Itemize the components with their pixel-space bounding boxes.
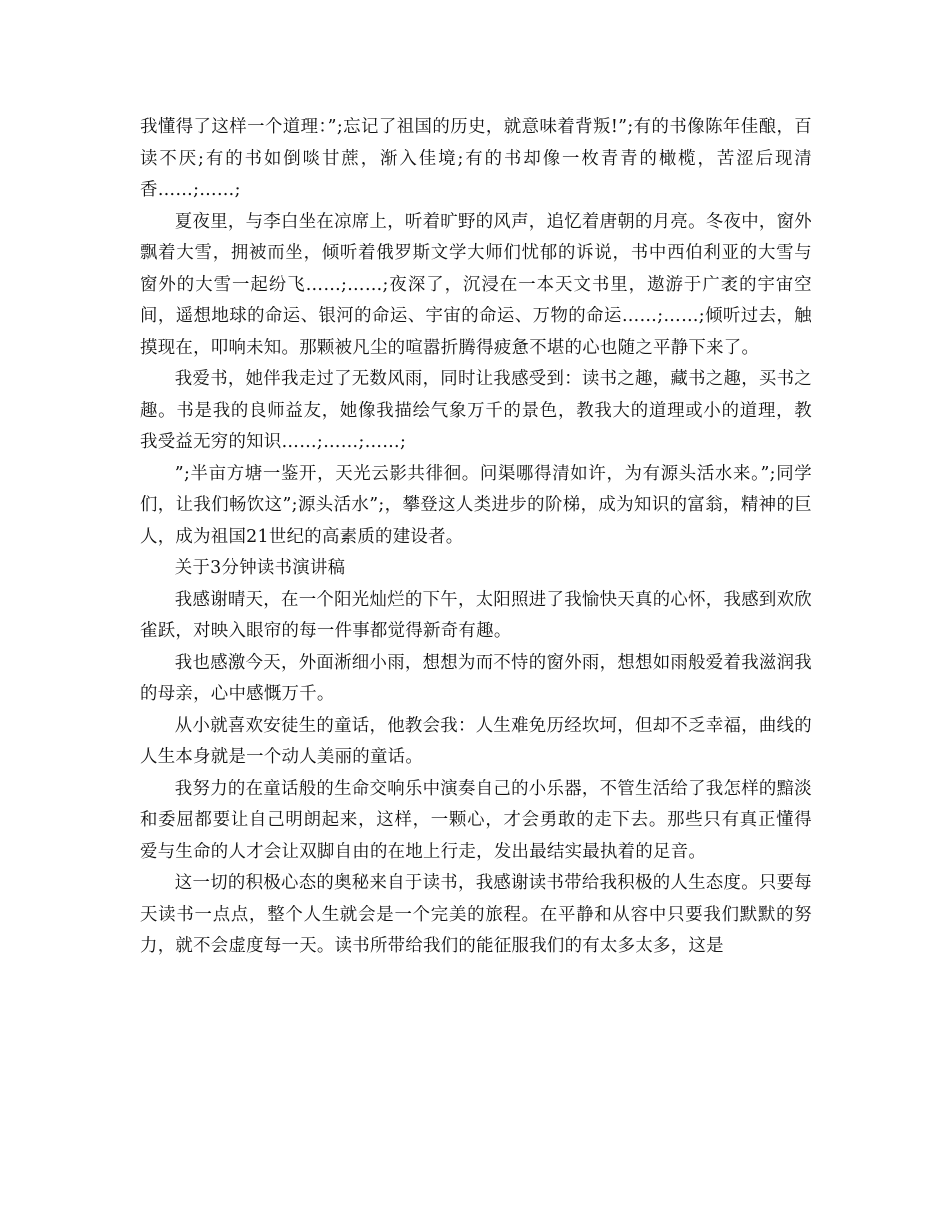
paragraph-6: 我也感激今天，外面淅细小雨，想想为而不恃的窗外雨，想想如雨般爱着我滋润我的母亲，心中感慨万千。: [140, 652, 812, 704]
paragraph-1: 我懂得了这样一个道理：”;忘记了祖国的历史，就意味着背叛!”;有的书像陈年佳酿，百读不厌;有的书如倒啖甘蔗，渐入佳境;有的书却像一枚青青的橄榄，苦涩后现清香……;……;: [140, 117, 812, 200]
paragraph-9: 这一切的积极心态的奥秘来自于读书，我感谢读书带给我积极的人生态度。只要每天读书一点点，整个人生就会是一个完美的旅程。在平静和从容中只要我们默默的努力，就不会虚度每一天。读书所带给我们的能征服我们的有太多太多，这是: [140, 873, 812, 956]
paragraph-3: 我爱书，她伴我走过了无数风雨，同时让我感受到：读书之趣，藏书之趣，买书之趣。书是我的良师益友，她像我描绘气象万千的景色，教我大的道理或小的道理，教我受益无穷的知识……;……;……;: [140, 369, 812, 452]
paragraph-7: 从小就喜欢安徒生的童话，他教会我：人生难免历经坎坷，但却不乏幸福，曲线的人生本身就是一个动人美丽的童话。: [140, 715, 812, 767]
paragraph-4: ”;半亩方塘一鉴开，天光云影共徘徊。问渠哪得清如许，为有源头活水来。”;同学们，让我们畅饮这”;源头活水”;，攀登这人类进步的阶梯，成为知识的富翁，精神的巨人，成为祖国21世纪的高素质的建设者。: [140, 463, 812, 547]
paragraph-8: 我努力的在童话般的生命交响乐中演奏自己的小乐器，不管生活给了我怎样的黯淡和委屈都要让自己明朗起来，这样，一颗心，才会勇敢的走下去。那些只有真正懂得爱与生命的人才会让双脚自由的在地上行走，发出最结实最执着的足音。: [140, 778, 812, 862]
paragraph-5: 我感谢晴天，在一个阳光灿烂的下午，太阳照进了我愉快天真的心怀，我感到欢欣雀跃，对映入眼帘的每一件事都觉得新奇有趣。: [140, 589, 812, 641]
section-title: 关于3分钟读书演讲稿: [174, 558, 346, 578]
paragraph-2: 夏夜里，与李白坐在凉席上，听着旷野的风声，追忆着唐朝的月亮。冬夜中，窗外飘着大雪，拥被而坐，倾听着俄罗斯文学大师们忧郁的诉说，书中西伯利亚的大雪与窗外的大雪一起纷飞……;……;夜深了，沉浸在一本天文书里，遨游于广袤的宇宙空间，遥想地球的命运、银河的命运、宇宙的命运、万物的命运……;……;倾听过去，触摸现在，叩响未知。那颗被凡尘的喧嚣折腾得疲惫不堪的心也随之平静下来了。: [140, 211, 812, 358]
document-page: [140, 112, 812, 963]
